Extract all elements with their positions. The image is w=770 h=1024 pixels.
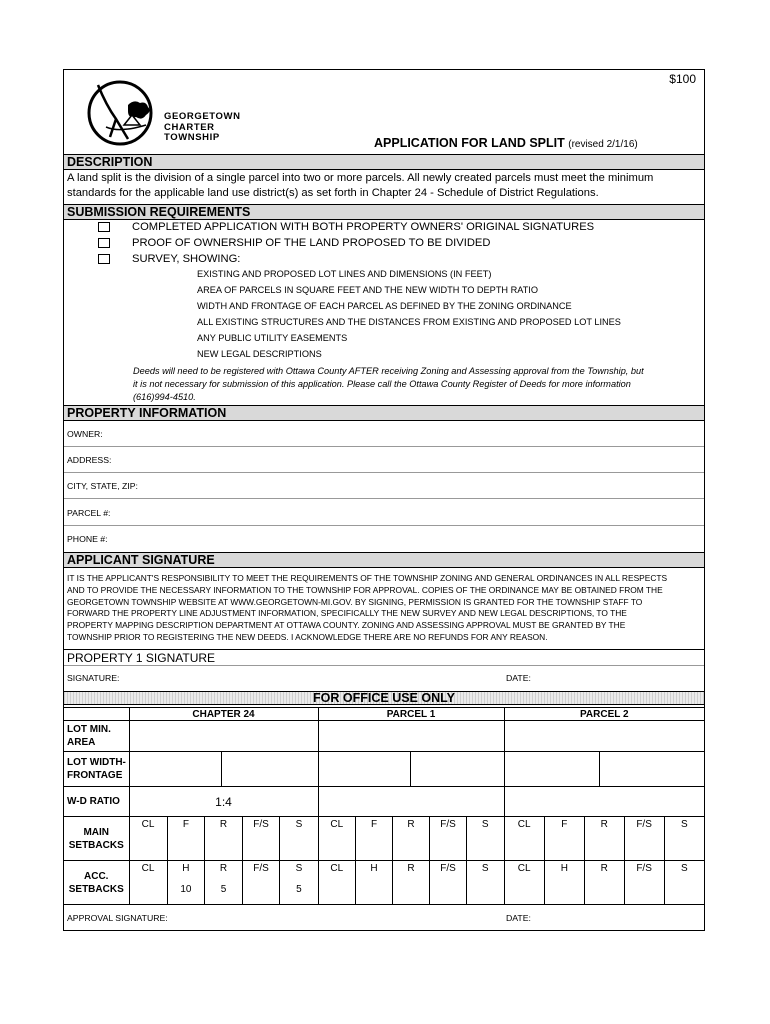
owner-field[interactable]: OWNER: <box>64 421 704 447</box>
property-1-signature-label: PROPERTY 1 SIGNATURE <box>67 651 216 665</box>
acc-chapter-value-4[interactable]: 5 <box>280 875 318 904</box>
legal-line-2: AND TO PROVIDE THE NECESSARY INFORMATION TO THE TOWNSHIP FOR APPROVAL. COPIES OF THE ORDINANCE MAY BE OBTAINED FROM THE <box>67 584 663 595</box>
city-state-zip-field[interactable]: CITY, STATE, ZIP: <box>64 473 704 499</box>
wd-ratio-chapter-value: 1:4 <box>129 787 318 817</box>
setback-cell: F <box>356 817 393 831</box>
deeds-note <box>133 365 703 404</box>
setback-cell: CL <box>517 818 531 830</box>
org-line-2: CHARTER <box>164 121 215 133</box>
setback-cell: CL <box>517 862 531 874</box>
org-line-1: GEORGETOWN <box>164 111 241 122</box>
acc-chapter-value-1[interactable]: 10 <box>167 875 205 904</box>
fee-amount: $100 <box>669 72 696 86</box>
row-main-setbacks: MAIN SETBACKS <box>64 817 129 861</box>
requirement-3: SURVEY, SHOWING: <box>132 253 241 265</box>
setback-cell: R <box>393 861 430 875</box>
corner-cell <box>64 708 129 721</box>
property-heading: PROPERTY INFORMATION <box>64 405 704 421</box>
row-wd-ratio: W-D RATIO <box>64 787 129 817</box>
main-setbacks-chapter <box>129 817 318 861</box>
setback-cell: F <box>167 817 205 831</box>
setback-cell: F/S <box>624 861 664 875</box>
setback-value-cell[interactable] <box>430 831 467 860</box>
survey-item-6: NEW LEGAL DESCRIPTIONS <box>197 349 322 359</box>
setback-cell: F/S <box>430 817 467 831</box>
land-split-form <box>63 69 705 931</box>
setback-value-cell[interactable] <box>584 831 624 860</box>
acc-setbacks-parcel1 <box>318 861 504 905</box>
setback-value-cell[interactable] <box>584 875 624 904</box>
row-acc-setbacks: ACC. SETBACKS <box>64 861 129 905</box>
setback-cell: S <box>280 817 318 831</box>
setback-cell: F/S <box>430 861 467 875</box>
deeds-note-line-1: Deeds will need to be registered with Ottawa County AFTER receiving Zoning and Assessing approval from the Township, but <box>133 366 644 376</box>
acc-setbacks-chapter-grid <box>130 861 318 904</box>
setback-value-cell[interactable] <box>167 831 205 860</box>
lot-min-parcel2-cell[interactable] <box>504 721 704 752</box>
acc-chapter-value-2[interactable]: 5 <box>205 875 243 904</box>
setback-cell: S <box>467 817 504 831</box>
description-line-2: standards for the applicable land use district(s) as set forth in Chapter 24 - Schedule of District Regulations. <box>67 187 599 199</box>
requirement-checkbox-2[interactable] <box>98 238 110 248</box>
setback-value-cell[interactable] <box>393 831 430 860</box>
setback-cell: H <box>544 861 584 875</box>
main-setbacks-parcel1-grid <box>319 817 504 860</box>
legal-line-6: TOWNSHIP PRIOR TO REGISTERING THE NEW DEEDS. I ACKNOWLEDGE THERE ARE NO REFUNDS FOR ANY REASON. <box>67 631 548 642</box>
setback-value-cell[interactable] <box>356 875 393 904</box>
org-line-3: TOWNSHIP <box>164 132 220 143</box>
setback-cell: CL <box>330 862 344 874</box>
approval-date-label: DATE: <box>506 913 531 923</box>
setback-cell: R <box>393 817 430 831</box>
signature-date-label: DATE: <box>506 673 531 683</box>
approval-signature-row[interactable] <box>64 908 704 930</box>
submission-heading: SUBMISSION REQUIREMENTS <box>64 204 704 220</box>
acc-chapter-value-3[interactable] <box>242 875 280 904</box>
setback-value-cell[interactable] <box>356 831 393 860</box>
lot-min-chapter-cell[interactable] <box>129 721 318 752</box>
row-lot-width-frontage: LOT WIDTH-FRONTAGE <box>64 752 129 787</box>
applicant-legal-text <box>67 573 701 644</box>
setback-value-cell[interactable] <box>467 875 504 904</box>
setback-value-cell[interactable] <box>544 875 584 904</box>
township-logo-icon <box>80 75 160 147</box>
acc-chapter-value-0[interactable] <box>130 875 168 904</box>
setback-cell: CL <box>141 818 155 830</box>
signature-label: SIGNATURE: <box>67 673 120 683</box>
parcel-number-field[interactable]: PARCEL #: <box>64 500 704 526</box>
lot-width-parcel2-cell-a[interactable] <box>504 752 599 787</box>
setback-value-cell[interactable] <box>624 831 664 860</box>
form-revision: (revised 2/1/16) <box>568 139 638 150</box>
description-line-1: A land split is the division of a single parcel into two or more parcels. All newly created parcels must meet the minimum <box>67 172 654 184</box>
survey-item-5: ANY PUBLIC UTILITY EASEMENTS <box>197 333 348 343</box>
lot-min-parcel1-cell[interactable] <box>318 721 504 752</box>
survey-item-1: EXISTING AND PROPOSED LOT LINES AND DIMENSIONS (IN FEET) <box>197 269 492 279</box>
lot-width-chapter-cell-a[interactable] <box>129 752 221 787</box>
setback-cell: S <box>664 861 704 875</box>
wd-ratio-parcel2-cell[interactable] <box>504 787 704 817</box>
setback-cell: S <box>664 817 704 831</box>
setback-cell: S <box>467 861 504 875</box>
col-parcel-1: PARCEL 1 <box>318 708 504 721</box>
main-setbacks-parcel1 <box>318 817 504 861</box>
lot-width-parcel2-cell-b[interactable] <box>599 752 704 787</box>
setback-cell: CL <box>141 862 155 874</box>
requirement-1: COMPLETED APPLICATION WITH BOTH PROPERTY OWNERS' ORIGINAL SIGNATURES <box>132 221 595 233</box>
survey-item-4: ALL EXISTING STRUCTURES AND THE DISTANCES FROM EXISTING AND PROPOSED LOT LINES <box>197 317 621 327</box>
address-field[interactable]: ADDRESS: <box>64 447 704 473</box>
requirement-checkbox-3[interactable] <box>98 254 110 264</box>
setback-value-cell[interactable] <box>319 875 356 904</box>
setback-value-cell[interactable] <box>280 831 318 860</box>
lot-width-chapter-cell-b[interactable] <box>221 752 318 787</box>
legal-line-4: FORWARD THE PROPERTY LINE ADJUSTMENT INFORMATION, SPECIFICALLY THE NEW SURVEY AND NEW LEGAL DESCRIPTIONS, TO THE <box>67 608 627 619</box>
form-title-text: APPLICATION FOR LAND SPLIT <box>374 136 565 150</box>
setback-cell: F/S <box>242 861 280 875</box>
setback-value-cell[interactable] <box>319 831 356 860</box>
requirement-checkbox-1[interactable] <box>98 222 110 232</box>
setback-cell: CL <box>330 818 344 830</box>
lot-width-parcel1-cell-b[interactable] <box>410 752 504 787</box>
setback-value-cell[interactable] <box>430 875 467 904</box>
col-chapter-24: CHAPTER 24 <box>129 708 318 721</box>
deeds-note-line-3: (616)994-4510. <box>133 392 196 402</box>
setback-value-cell[interactable] <box>393 875 430 904</box>
township-name <box>164 112 241 144</box>
setback-value-cell[interactable] <box>624 875 664 904</box>
applicant-heading: APPLICANT SIGNATURE <box>64 552 704 568</box>
setback-value-cell[interactable] <box>467 831 504 860</box>
setback-value-cell[interactable] <box>664 831 704 860</box>
acc-setbacks-parcel2 <box>504 861 704 905</box>
setback-cell: R <box>205 861 243 875</box>
setback-value-cell[interactable] <box>130 831 168 860</box>
survey-item-2: AREA OF PARCELS IN SQUARE FEET AND THE NEW WIDTH TO DEPTH RATIO <box>197 285 539 295</box>
setback-cell: R <box>584 861 624 875</box>
setback-cell: H <box>356 861 393 875</box>
approval-signature-label: APPROVAL SIGNATURE: <box>67 913 168 923</box>
setback-cell: R <box>205 817 243 831</box>
requirement-2: PROOF OF OWNERSHIP OF THE LAND PROPOSED TO BE DIVIDED <box>132 237 491 249</box>
setback-value-cell[interactable] <box>505 831 545 860</box>
setback-cell: H <box>167 861 205 875</box>
acc-setbacks-chapter <box>129 861 318 905</box>
col-parcel-2: PARCEL 2 <box>504 708 704 721</box>
survey-item-3: WIDTH AND FRONTAGE OF EACH PARCEL AS DEFINED BY THE ZONING ORDINANCE <box>197 301 572 311</box>
acc-setbacks-parcel2-grid <box>505 861 705 904</box>
office-use-table <box>64 707 704 905</box>
lot-width-parcel1-cell-a[interactable] <box>318 752 410 787</box>
phone-field[interactable]: PHONE #: <box>67 534 108 544</box>
main-setbacks-chapter-grid <box>130 817 318 860</box>
setback-cell: F/S <box>242 817 280 831</box>
setback-cell: F/S <box>624 817 664 831</box>
legal-line-3: GEORGETOWN TOWNSHIP WEBSITE AT WWW.GEORGETOWN-MI.GOV. BY SIGNING, PERMISSION IS GRANTED FOR THE TOWNSHIP STAFF TO <box>67 596 643 607</box>
legal-line-1: IT IS THE APPLICANT'S RESPONSIBILITY TO MEET THE REQUIREMENTS OF THE TOWNSHIP ZONING AND GENERAL ORDINANCES IN ALL RESPECTS <box>67 573 668 583</box>
signature-row[interactable] <box>64 666 704 690</box>
legal-line-5: PROPERTY MAPPING DESCRIPTION DEPARTMENT AT OTTAWA COUNTY. ZONING AND ASSESSING APPROVAL MUST BE GRANTED BY THE <box>67 620 626 631</box>
setback-cell: F <box>544 817 584 831</box>
setback-cell: S <box>280 861 318 875</box>
description-heading: DESCRIPTION <box>64 154 704 170</box>
row-lot-min-area: LOT MIN. AREA <box>64 721 129 752</box>
form-title <box>374 136 638 150</box>
main-setbacks-parcel2 <box>504 817 704 861</box>
setback-value-cell[interactable] <box>242 831 280 860</box>
setback-value-cell[interactable] <box>664 875 704 904</box>
main-setbacks-parcel2-grid <box>505 817 705 860</box>
property-1-signature-row <box>64 649 704 666</box>
office-use-heading: FOR OFFICE USE ONLY <box>64 691 704 705</box>
acc-setbacks-parcel1-grid <box>319 861 504 904</box>
setback-cell: R <box>584 817 624 831</box>
setback-value-cell[interactable] <box>544 831 584 860</box>
setback-value-cell[interactable] <box>505 875 545 904</box>
setback-value-cell[interactable] <box>205 831 243 860</box>
wd-ratio-parcel1-cell[interactable] <box>318 787 504 817</box>
deeds-note-line-2: it is not necessary for submission of this application. Please call the Ottawa County Register of Deeds for more information <box>133 379 631 389</box>
